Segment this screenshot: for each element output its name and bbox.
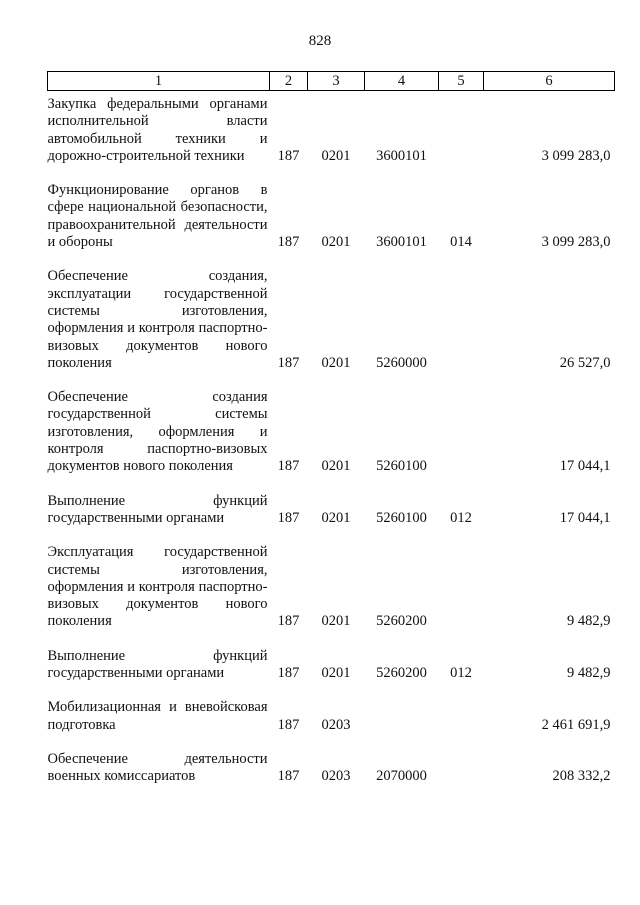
row-name: Выполнение функций государственными органами — [47, 647, 268, 682]
header-col-1: 1 — [48, 72, 270, 91]
row-amount: 208 332,2 — [552, 768, 611, 785]
row-col2: 187 — [277, 509, 300, 526]
table-row — [48, 751, 615, 786]
row-col5 — [439, 544, 484, 630]
row-name: Обеспечение деятельности военных комиссариатов — [47, 750, 268, 785]
row-col5: 012 — [450, 509, 472, 526]
table-row — [48, 648, 615, 683]
row-col2: 187 — [277, 354, 300, 371]
row-amount: 9 482,9 — [567, 665, 611, 682]
row-amount: 2 461 691,9 — [541, 716, 611, 733]
row-col2: 187 — [277, 665, 300, 682]
row-amount: 3 099 283,0 — [541, 234, 611, 251]
row-amount: 17 044,1 — [559, 509, 611, 526]
row-name: Обеспечение создания, эксплуатации государственной системы изготовления, оформления и контроля паспортно-визовых документов нового поколения — [47, 268, 268, 371]
row-col4: 3600101 — [376, 234, 427, 251]
row-col4: 5260200 — [376, 665, 427, 682]
row-amount: 26 527,0 — [559, 354, 611, 371]
row-col3: 0201 — [321, 458, 351, 475]
row-col3: 0201 — [321, 354, 351, 371]
row-col2: 187 — [277, 147, 300, 164]
row-col3: 0201 — [321, 147, 351, 164]
row-col2: 187 — [277, 234, 300, 251]
row-col4: 2070000 — [376, 768, 427, 785]
row-col5 — [439, 389, 484, 475]
row-col4: 5260000 — [376, 354, 427, 371]
row-col4: 5260200 — [376, 613, 427, 630]
row-name: Выполнение функций государственными органами — [47, 492, 268, 526]
page-number: 828 — [308, 33, 332, 49]
row-name: Эксплуатация государственной системы изготовления, оформления и контроля паспортно-визовых документов нового поколения — [47, 544, 268, 630]
row-col4: 5260100 — [376, 458, 427, 475]
row-col2: 187 — [277, 613, 300, 630]
row-col2: 187 — [277, 716, 300, 733]
row-col4: 5260100 — [376, 509, 427, 526]
row-col3: 0201 — [321, 234, 351, 251]
header-col-6: 6 — [484, 72, 615, 91]
table-row — [48, 182, 615, 251]
row-col3: 0201 — [321, 665, 351, 682]
table-row — [48, 268, 615, 372]
table-row — [48, 493, 615, 528]
row-col4: 3600101 — [376, 147, 427, 164]
table-row — [48, 544, 615, 630]
header-col-5: 5 — [439, 72, 484, 91]
row-col5 — [439, 96, 484, 165]
row-name: Мобилизационная и вневойсковая подготовка — [47, 699, 268, 733]
header-row — [48, 72, 615, 91]
table-row — [48, 389, 615, 475]
row-name: Обеспечение создания государственной системы изготовления, оформления и контроля паспортно-визовых документов нового поколения — [47, 389, 268, 475]
row-col5: 014 — [450, 234, 472, 251]
row-col3: 0203 — [321, 768, 351, 785]
row-name: Закупка федеральными органами исполнительной власти автомобильной техники и дорожно-строительной техники — [47, 96, 268, 164]
row-col5 — [439, 699, 484, 734]
row-col5: 012 — [450, 665, 472, 682]
row-amount: 9 482,9 — [567, 613, 611, 630]
row-col2: 187 — [277, 768, 300, 785]
row-col5 — [439, 268, 484, 372]
table-row — [48, 699, 615, 734]
row-col4 — [365, 699, 439, 734]
row-amount: 17 044,1 — [559, 458, 611, 475]
header-col-2: 2 — [270, 72, 308, 91]
row-col3: 0201 — [321, 509, 351, 526]
row-col3: 0203 — [321, 716, 351, 733]
row-col5 — [439, 751, 484, 786]
row-col3: 0201 — [321, 613, 351, 630]
row-amount: 3 099 283,0 — [541, 147, 611, 164]
budget-table — [47, 71, 615, 786]
header-col-4: 4 — [365, 72, 439, 91]
table-row — [48, 96, 615, 165]
row-col2: 187 — [277, 458, 300, 475]
header-col-3: 3 — [308, 72, 365, 91]
row-name: Функционирование органов в сфере национальной безопасности, правоохранительной деятельности и обороны — [47, 182, 268, 251]
